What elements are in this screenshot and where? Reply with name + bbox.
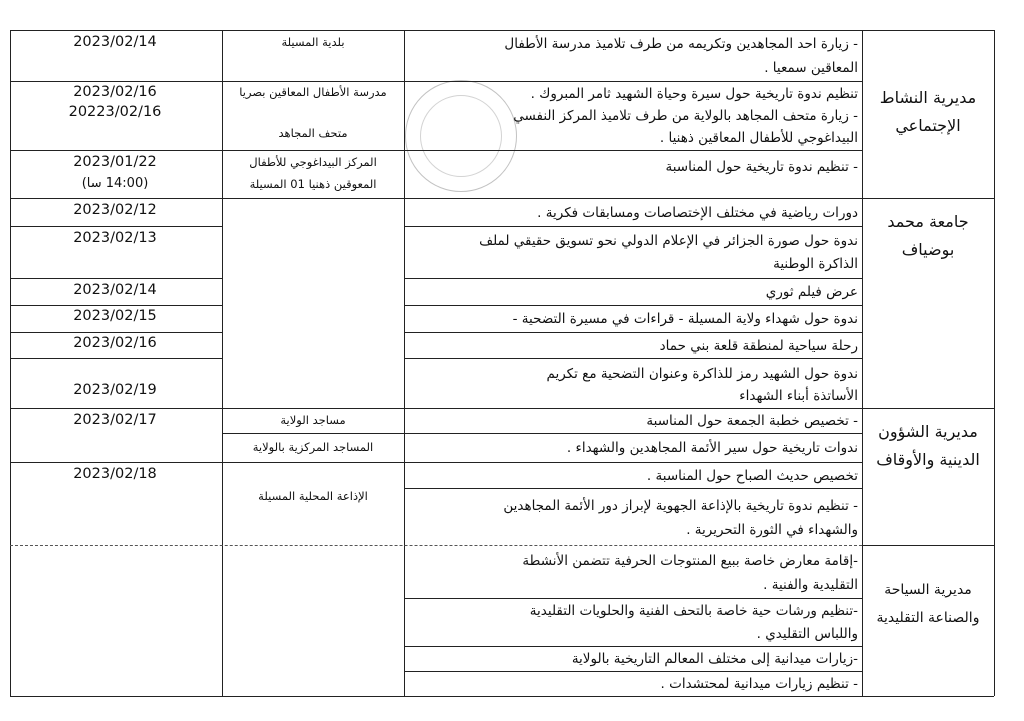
activity-cell: - تنظيم ندوة تاريخية حول المناسبة — [665, 159, 858, 175]
activity-cell: تخصيص حديث الصباح حول المناسبة . — [646, 468, 858, 484]
activity-cell: عرض فيلم ثوري — [765, 284, 858, 300]
table-border — [10, 30, 11, 696]
place-cell: المركز البيداغوجي للأطفال — [249, 155, 377, 169]
activity-cell: ندوة حول الشهيد رمز للذاكرة وعنوان التضحية مع تكريم — [546, 366, 858, 382]
entity-label: بوضياف — [901, 240, 955, 259]
place-cell: متحف المجاهد — [278, 126, 348, 140]
date-cell: 2023/02/13 — [73, 230, 157, 246]
activity-cell: رحلة سياحية لمنطقة قلعة بني حماد — [659, 338, 858, 354]
date-cell: 2023/02/16 — [73, 84, 157, 100]
entity-cell — [864, 84, 992, 140]
activity-cell: البيداغوجي للأطفال المعاقين ذهنيا . — [659, 130, 858, 146]
place-cell: مدرسة الأطفال المعاقين بصريا — [239, 85, 387, 99]
row-divider — [862, 545, 994, 546]
activity-cell: دورات رياضية في مختلف الإختصاصات ومسابقات فكرية . — [537, 205, 858, 221]
place-cell: مساجد الولاية — [280, 413, 346, 427]
place-cell: المعوقين ذهنيا 01 المسيلة — [249, 177, 377, 191]
entity-label: مديرية النشاط — [879, 88, 977, 107]
row-divider — [404, 226, 862, 227]
date-cell: 2023/02/18 — [73, 466, 157, 482]
table-border — [862, 30, 863, 696]
row-divider — [10, 358, 222, 359]
entity-label: مديرية السياحة — [884, 582, 972, 598]
entity-label: الإجتماعي — [895, 116, 961, 135]
date-cell: 2023/02/17 — [73, 412, 157, 428]
table-border — [10, 696, 994, 697]
entity-label: جامعة محمد — [887, 212, 969, 231]
date-cell: 2023/02/14 — [73, 34, 157, 50]
activity-cell: واللباس التقليدي . — [756, 626, 858, 642]
row-divider — [404, 358, 862, 359]
activity-cell: التقليدية والفنية . — [763, 577, 858, 593]
activity-cell: - تنظيم ندوة تاريخية بالإذاعة الجهوية لإبراز دور الأئمة المجاهدين — [503, 498, 858, 514]
activity-cell: ندوة حول صورة الجزائر في الإعلام الدولي نحو تسويق حقيقي لملف — [479, 233, 858, 249]
table-border — [994, 30, 995, 696]
row-divider-dashed — [10, 545, 862, 546]
date-cell: 2023/02/15 — [73, 308, 157, 324]
row-divider — [404, 332, 862, 333]
activity-cell: - زيارة متحف المجاهد بالولاية من طرف تلاميذ المركز النفسي — [513, 108, 858, 124]
activity-cell: والشهداء في الثورة التحريرية . — [686, 522, 858, 538]
date-cell: 2023/02/16 — [73, 335, 157, 351]
table-border — [222, 30, 223, 696]
date-cell: 2023/02/14 — [73, 282, 157, 298]
row-divider — [404, 488, 862, 489]
entity-cell — [864, 208, 992, 264]
entity-cell — [864, 418, 992, 474]
date-cell: 2023/02/12 — [73, 202, 157, 218]
activity-cell: الذاكرة الوطنية — [773, 256, 858, 272]
place-cell: بلدية المسيلة — [281, 35, 345, 49]
activity-cell: - تخصيص خطبة الجمعة حول المناسبة — [646, 413, 858, 429]
table-border — [404, 30, 405, 696]
activity-cell: تنظيم ندوة تاريخية حول سيرة وحياة الشهيد ثامر المبروك . — [530, 86, 858, 102]
activity-cell: المعاقين سمعيا . — [764, 60, 858, 76]
row-divider — [404, 305, 862, 306]
date-cell: 20223/02/16 — [68, 104, 162, 120]
date-cell: 2023/01/22 — [73, 154, 157, 170]
activity-cell: ندوات تاريخية حول سير الأئمة المجاهدين والشهداء . — [566, 440, 858, 456]
activity-cell: - تنظيم زيارات ميدانية لمحتشدات . — [660, 676, 858, 692]
activity-cell: الأساتذة أبناء الشهداء — [739, 388, 858, 404]
entity-label: الدينية والأوقاف — [876, 450, 980, 469]
activity-cell: -زيارات ميدانية إلى مختلف المعالم التاريخية بالولاية — [571, 651, 858, 667]
date-cell: 2023/02/19 — [73, 382, 157, 398]
place-cell: الإذاعة المحلية المسيلة — [258, 489, 368, 503]
place-cell: المساجد المركزية بالولاية — [252, 440, 374, 454]
row-divider — [404, 278, 862, 279]
activity-cell: ندوة حول شهداء ولاية المسيلة - قراءات في مسيرة التضحية - — [512, 311, 858, 327]
entity-cell — [864, 576, 992, 632]
entity-label: والصناعة التقليدية — [876, 610, 980, 626]
row-divider — [222, 433, 862, 434]
activity-cell: -إقامة معارض خاصة ببيع المنتوجات الحرفية تتضمن الأنشطة — [522, 553, 858, 569]
activity-cell: -تنظيم ورشات حية خاصة بالتحف الفنية والحلويات التقليدية — [529, 603, 858, 619]
activity-cell: - زيارة احد المجاهدين وتكريمه من طرف تلاميذ مدرسة الأطفال — [504, 36, 858, 52]
time-cell: (14:00 سا) — [81, 176, 149, 191]
entity-label: مديرية الشؤون — [878, 422, 978, 441]
